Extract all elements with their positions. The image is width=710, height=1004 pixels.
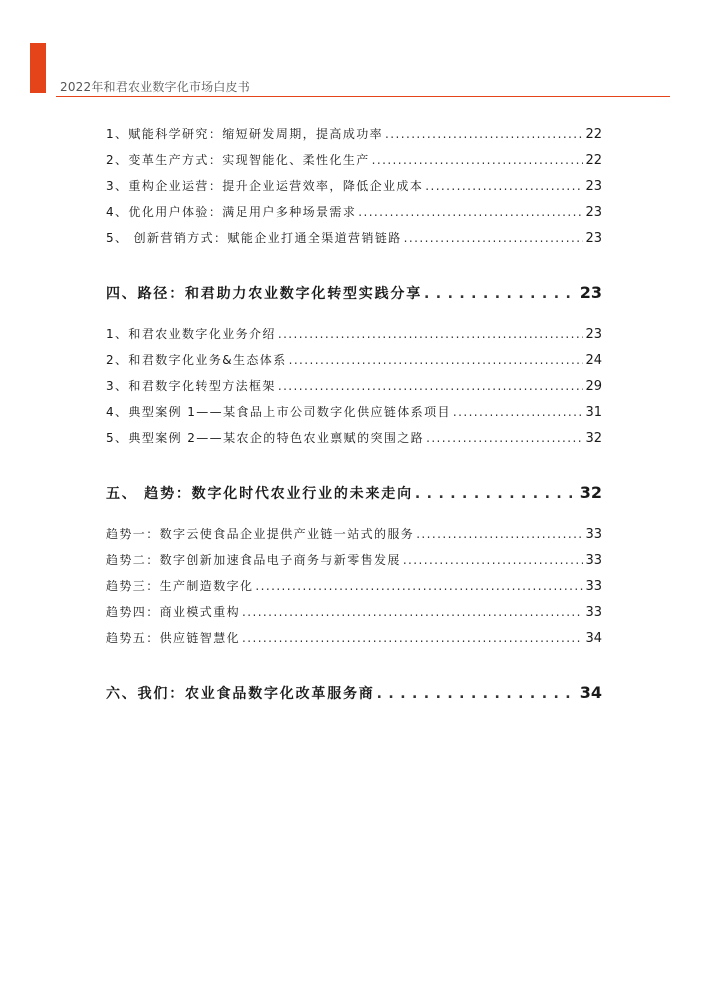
toc-entry-label: 趋势二：数字创新加速食品电子商务与新零售发展 bbox=[106, 553, 401, 567]
toc-entry-label: 1、和君农业数字化业务介绍 bbox=[106, 327, 276, 341]
toc-page-number: 23 bbox=[585, 205, 602, 220]
toc-chapter-label: 六、我们：农业食品数字化改革服务商 bbox=[106, 686, 375, 702]
toc-dot-leader bbox=[424, 286, 578, 302]
toc-dot-leader bbox=[385, 127, 583, 141]
toc-page-number: 32 bbox=[585, 431, 602, 446]
toc-page-number: 23 bbox=[585, 179, 602, 194]
toc-chapter-label: 四、路径：和君助力农业数字化转型实践分享 bbox=[106, 286, 422, 302]
toc-entry-label: 1、赋能科学研究：缩短研发周期，提高成功率 bbox=[106, 127, 384, 141]
toc-entry-label: 5、典型案例 2——某农企的特色农业禀赋的突围之路 bbox=[106, 431, 425, 445]
toc-dot-leader bbox=[377, 686, 578, 702]
toc-dot-leader bbox=[278, 379, 584, 393]
toc-page-number: 33 bbox=[585, 579, 602, 594]
toc-entry[interactable] bbox=[106, 403, 602, 421]
toc-page-number: 23 bbox=[585, 327, 602, 342]
header-divider bbox=[56, 96, 670, 97]
toc-chapter-entry[interactable] bbox=[106, 683, 602, 705]
toc-dot-leader bbox=[426, 431, 583, 445]
toc-entry-label: 趋势三：生产制造数字化 bbox=[106, 579, 254, 593]
toc-entry-label: 4、典型案例 1——某食品上市公司数字化供应链体系项目 bbox=[106, 405, 451, 419]
toc-dot-leader bbox=[278, 327, 584, 341]
toc-dot-leader bbox=[416, 527, 583, 541]
toc-page-number: 22 bbox=[585, 153, 602, 168]
toc-entry-label: 2、和君数字化业务&生态体系 bbox=[106, 353, 287, 367]
toc-entry[interactable] bbox=[106, 525, 602, 543]
toc-dot-leader bbox=[242, 631, 583, 645]
toc-entry-label: 趋势一：数字云使食品企业提供产业链一站式的服务 bbox=[106, 527, 415, 541]
toc-entry-label: 3、重构企业运营：提升企业运营效率，降低企业成本 bbox=[106, 179, 424, 193]
toc-page-number: 29 bbox=[585, 379, 602, 394]
toc-entry[interactable] bbox=[106, 151, 602, 169]
toc-dot-leader bbox=[403, 553, 584, 567]
toc-entry[interactable] bbox=[106, 577, 602, 595]
toc-chapter-label: 五、 趋势：数字化时代农业行业的未来走向 bbox=[106, 486, 413, 502]
toc-chapter-entry[interactable] bbox=[106, 283, 602, 305]
toc-chapter-entry[interactable] bbox=[106, 483, 602, 505]
toc-entry[interactable] bbox=[106, 203, 602, 221]
toc-dot-leader bbox=[255, 579, 583, 593]
toc-entry[interactable] bbox=[106, 351, 602, 369]
toc-page-number: 23 bbox=[579, 283, 602, 302]
toc-page-number: 32 bbox=[579, 483, 602, 502]
toc-dot-leader bbox=[404, 231, 584, 245]
toc-page-number: 33 bbox=[585, 605, 602, 620]
toc-entry[interactable] bbox=[106, 325, 602, 343]
toc-entry[interactable] bbox=[106, 125, 602, 143]
toc-page-number: 31 bbox=[585, 405, 602, 420]
toc-dot-leader bbox=[242, 605, 583, 619]
toc-entry-label: 趋势五：供应链智慧化 bbox=[106, 631, 241, 645]
toc-entry[interactable] bbox=[106, 229, 602, 247]
toc-dot-leader bbox=[372, 153, 584, 167]
toc-entry-label: 2、变革生产方式：实现智能化、柔性化生产 bbox=[106, 153, 370, 167]
toc-entry-label: 3、和君数字化转型方法框架 bbox=[106, 379, 276, 393]
toc-dot-leader bbox=[358, 205, 583, 219]
toc-entry[interactable] bbox=[106, 177, 602, 195]
toc-dot-leader bbox=[289, 353, 584, 367]
toc-page-number: 23 bbox=[585, 231, 602, 246]
toc-entry[interactable] bbox=[106, 551, 602, 569]
toc-page-number: 34 bbox=[579, 683, 602, 702]
toc-entry[interactable] bbox=[106, 429, 602, 447]
toc-dot-leader bbox=[415, 486, 578, 502]
toc-page-number: 33 bbox=[585, 527, 602, 542]
toc-entry[interactable] bbox=[106, 377, 602, 395]
toc-entry-label: 趋势四：商业模式重构 bbox=[106, 605, 241, 619]
toc-dot-leader bbox=[453, 405, 584, 419]
toc-entry-label: 5、 创新营销方式：赋能企业打通全渠道营销链路 bbox=[106, 231, 402, 245]
document-title: 2022年和君农业数字化市场白皮书 bbox=[60, 80, 250, 94]
toc-page-number: 33 bbox=[585, 553, 602, 568]
toc-page-number: 34 bbox=[585, 631, 602, 646]
toc-entry[interactable] bbox=[106, 603, 602, 621]
toc-page-number: 22 bbox=[585, 127, 602, 142]
toc-page-number: 24 bbox=[585, 353, 602, 368]
toc-dot-leader bbox=[425, 179, 583, 193]
toc-entry-label: 4、优化用户体验：满足用户多种场景需求 bbox=[106, 205, 357, 219]
header-accent-bar bbox=[30, 43, 46, 93]
toc-entry[interactable] bbox=[106, 629, 602, 647]
